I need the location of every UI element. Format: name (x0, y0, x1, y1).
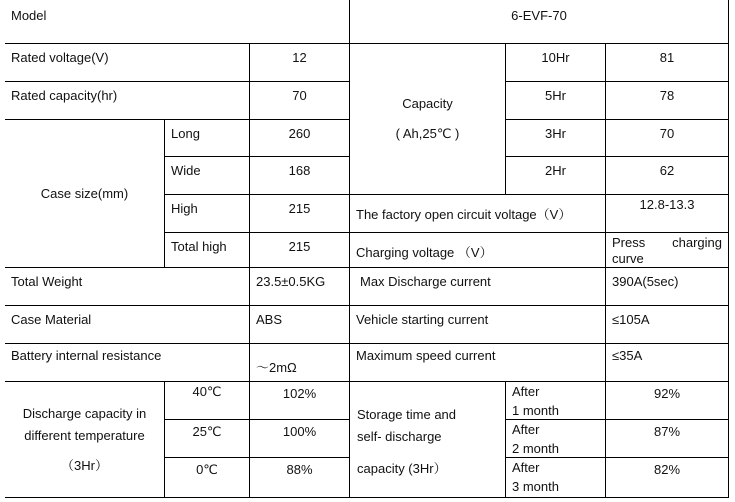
capacity-value-2hr: 62 (606, 157, 729, 195)
storage-label-line3: capacity (3Hr） (357, 461, 447, 476)
case-size-high-value: 215 (250, 195, 350, 233)
case-size-label: Case size(mm) (5, 120, 165, 268)
storage-time-3 (506, 458, 606, 498)
storage-time-1-line2: 1 month (512, 403, 559, 418)
model-value: 6-EVF-70 (350, 0, 729, 44)
charging-voltage-value-line1: Press charging (612, 235, 722, 250)
capacity-label-line1: Capacity (402, 96, 453, 111)
capacity-rate-10hr: 10Hr (506, 44, 606, 82)
storage-label-line1: Storage time and (357, 407, 457, 422)
case-material-value: ABS (250, 306, 350, 344)
rated-voltage-label: Rated voltage(V) (5, 44, 250, 82)
charging-voltage-label: Charging voltage （V） (350, 233, 606, 268)
capacity-rate-5hr: 5Hr (506, 82, 606, 120)
max-discharge-current-value: 390A(5sec) (606, 268, 729, 306)
discharge-temperature-label-line3: （3Hr） (61, 457, 108, 473)
storage-time-3-line2: 3 month (512, 479, 559, 494)
storage-label-line2: self- discharge (357, 429, 442, 444)
storage-time-2-line1: After (512, 422, 540, 437)
rated-voltage-value: 12 (250, 44, 350, 82)
capacity-value-3hr: 70 (606, 120, 729, 157)
total-weight-label: Total Weight (5, 268, 250, 306)
rated-capacity-label: Rated capacity(hr) (5, 82, 250, 120)
max-discharge-current-label: Max Discharge current (350, 268, 606, 306)
case-material-label: Case Material (5, 306, 250, 344)
discharge-temperature-label-line2: different temperature (24, 427, 145, 443)
total-weight-value: 23.5±0.5KG (250, 268, 350, 306)
temperature-0: 0℃ (165, 458, 250, 498)
case-size-high-label: High (165, 195, 250, 233)
storage-time-1 (506, 382, 606, 420)
max-speed-current-value: ≤35A (606, 344, 729, 382)
capacity-label-line2: ( Ah,25℃ ) (395, 126, 460, 141)
case-size-total-high-value: 215 (250, 233, 350, 268)
capacity-rate-2hr: 2Hr (506, 157, 606, 195)
storage-time-1-line1: After (512, 384, 540, 399)
open-circuit-voltage-value: 12.8-13.3 (606, 195, 729, 233)
storage-value-2: 87% (606, 420, 729, 458)
storage-time-2 (506, 420, 606, 458)
storage-value-3: 82% (606, 458, 729, 498)
charging-voltage-value-line2: curve (612, 251, 644, 266)
temperature-40: 40℃ (165, 382, 250, 420)
temperature-40-value: 102% (250, 382, 350, 420)
case-size-total-high-label: Total high (165, 233, 250, 268)
capacity-rate-3hr: 3Hr (506, 120, 606, 157)
open-circuit-voltage-label: The factory open circuit voltage（V） (350, 195, 606, 233)
temperature-25-value: 100% (250, 420, 350, 458)
case-size-wide-value: 168 (250, 157, 350, 195)
discharge-temperature-label (5, 382, 165, 498)
capacity-label (350, 44, 506, 195)
rated-capacity-value: 70 (250, 82, 350, 120)
temperature-0-value: 88% (250, 458, 350, 498)
vehicle-starting-current-value: ≤105A (606, 306, 729, 344)
case-size-long-label: Long (165, 120, 250, 157)
max-speed-current-label: Maximum speed current (350, 344, 606, 382)
storage-time-3-line1: After (512, 460, 540, 475)
temperature-25: 25℃ (165, 420, 250, 458)
storage-label (350, 382, 506, 498)
internal-resistance-value: ～2mΩ (250, 344, 350, 382)
vehicle-starting-current-label: Vehicle starting current (350, 306, 606, 344)
model-label: Model (5, 0, 350, 44)
internal-resistance-label: Battery internal resistance (5, 344, 250, 382)
case-size-long-value: 260 (250, 120, 350, 157)
capacity-value-5hr: 78 (606, 82, 729, 120)
storage-value-1: 92% (606, 382, 729, 420)
case-size-wide-label: Wide (165, 157, 250, 195)
discharge-temperature-label-line1: Discharge capacity in (22, 405, 147, 421)
capacity-value-10hr: 81 (606, 44, 729, 82)
storage-time-2-line2: 2 month (512, 441, 559, 456)
charging-voltage-value (606, 233, 729, 268)
